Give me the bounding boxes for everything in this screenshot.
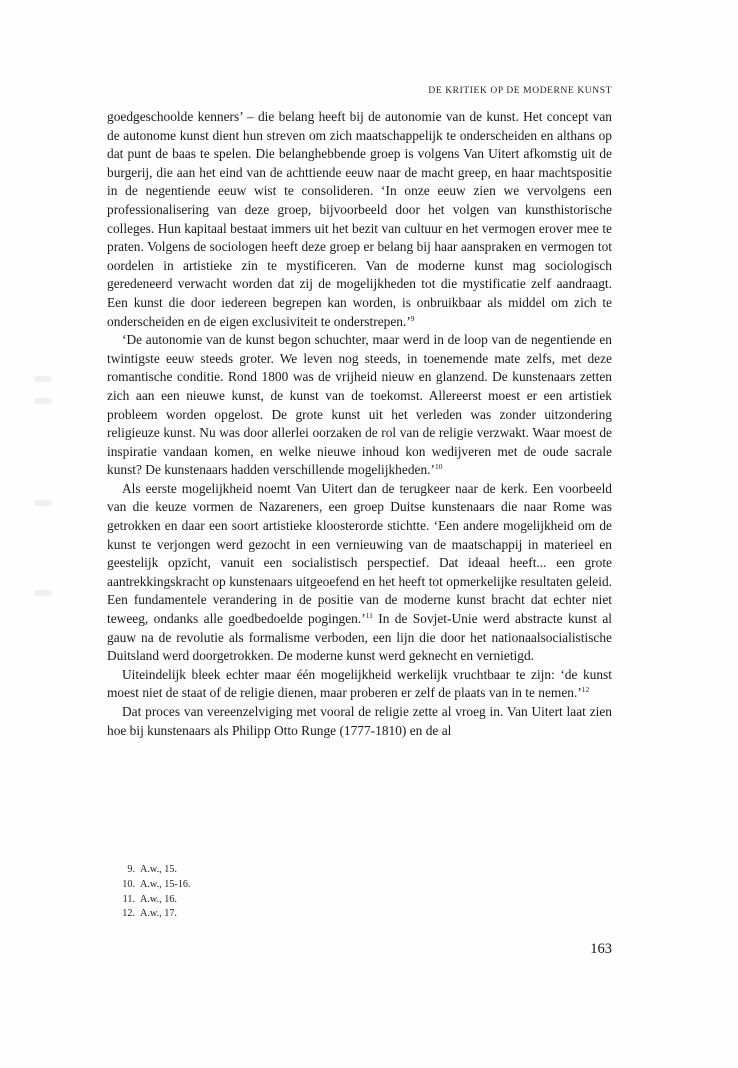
footnote-reference: 11: [365, 611, 373, 621]
footnote-text: A.w., 15-16.: [140, 878, 191, 890]
paragraph: [107, 703, 612, 740]
paragraph-text: Als eerste mogelijkheid noemt Van Uitert dan de terugkeer naar de kerk. Een voorbeeld van die keuze vormen de Nazareners, een groep Duitse kunstenaars die naar Rome was getrokken en daar een soort artistieke kloosterorde stichtte. ‘Een andere mogelijkheid om de kunst te verjongen werd gezocht in een vernieuwing van de maatschappij in materieel en geestelijk opzicht, vanuit een socialistisch perspectief. Dat ideaal heeft... een grote aantrekkingskracht op kunstenaars uitgeoefend en het heeft tot opmerkelijke resultaten geleid. Een fundamentele verandering in de positie van de moderne kunst bracht dat echter niet teweeg, ondanks alle goedbedoelde pogingen.’: [107, 480, 612, 627]
footnotes: [117, 863, 417, 922]
running-head: DE KRITIEK OP DE MODERNE KUNST: [428, 86, 612, 96]
paragraph-text: Dat proces van vereenzelviging met vooral de religie zette al vroeg in. Van Uitert laat zien hoe bij kunstenaars als Philipp Otto Runge (1777-1810) en de al: [107, 704, 612, 738]
footnote-reference: 10: [434, 462, 443, 472]
footnote-number: 10.: [122, 878, 135, 890]
paragraph-text: ‘De autonomie van de kunst begon schuchter, maar werd in de loop van de negentiende en twintigste eeuw steeds groter. We leven nog steeds, in toenemende mate zelfs, met deze romantische conditie. Rond 1800 was de vrijheid nieuw en glanzend. De kunstenaars zetten zich aan een nieuwe kunst, de kunst van de toekomst. Allereerst moest er een artistiek probleem worden opgelost. De grote kunst uit het verleden was zonder uitzondering religieuze kunst. Nu was door allerlei oorzaken de rol van de religie verzwakt. Waar moest de inspiratie vandaan komen, en welke nieuwe inhoud kon wedijveren met de oude sacrale kunst? De kunstenaars hadden verschillende mogelijkheden.’: [107, 332, 612, 478]
paragraph: [107, 331, 612, 480]
footnote-text: A.w., 16.: [140, 893, 177, 905]
footnote: [117, 878, 417, 893]
footnote-text: A.w., 17.: [140, 908, 177, 920]
footnote-number: 9.: [127, 864, 135, 875]
paragraph-text: Uiteindelijk bleek echter maar één mogelijkheid werkelijk vruchtbaar te zijn: ‘de kunst moest niet de staat of de religie dienen, maar proberen er zelf de plaats van in te nemen.’: [107, 666, 612, 701]
footnote-text: A.w., 15.: [140, 864, 177, 875]
paragraph-text: goedgeschoolde kenners’ – die belang heeft bij de autonomie van de kunst. Het concept van de autonome kunst dient hun streven om zich maatschappelijk te onderscheiden en althans op dat punt de baas te spelen. Die belanghebbende groep is volgens Van Uitert afkomstig uit de burgerij, die aan het eind van de achttiende eeuw naar de macht greep, en haar machtspositie in de negentiende eeuw wist te consolideren. ‘In onze eeuw zien we vervolgens een professionalisering van deze groep, bijvoorbeeld door het volgen van kunsthistorische colleges. Hun kapitaal bestaat immers uit het bezit van cultuur en het vermogen erover mee te praten. Volgens de sociologen heeft deze groep er belang bij haar aanspraken en vermogen tot oordelen in artistieke zin te mystificeren. Van de moderne kunst mag sociologisch geredeneerd verwacht worden dat zij de mogelijkheden tot die mystificatie zelf aandraagt. Een kunst die door iedereen begrepen kan worden, is onbruikbaar als middel om zich te onderscheiden en de eigen exclusiviteit te onderstrepen.’: [107, 109, 612, 329]
margin-mark: [34, 376, 52, 382]
paragraph: [107, 666, 612, 703]
page-number: 163: [590, 941, 612, 957]
footnote-reference: 12: [581, 685, 590, 695]
body-text: [107, 108, 612, 740]
footnote: [117, 893, 417, 908]
paragraph: [107, 480, 612, 666]
margin-mark: [34, 398, 52, 404]
paragraph: [107, 108, 612, 331]
margin-mark: [34, 590, 52, 596]
paragraph-text: In de Sovjet-Unie werd abstracte kunst al gauw na de revolutie als formalisme verboden, een lijn die door het nationaalsocialistische Duitsland werd doorgetrokken. De moderne kunst werd geknecht en vernietigd.: [107, 611, 612, 664]
footnote-number: 11.: [122, 893, 135, 905]
margin-mark: [34, 500, 52, 506]
footnote: [117, 907, 417, 922]
footnote-number: 12.: [122, 908, 135, 920]
footnote: [117, 863, 417, 878]
footnote-reference: 9: [410, 313, 415, 323]
